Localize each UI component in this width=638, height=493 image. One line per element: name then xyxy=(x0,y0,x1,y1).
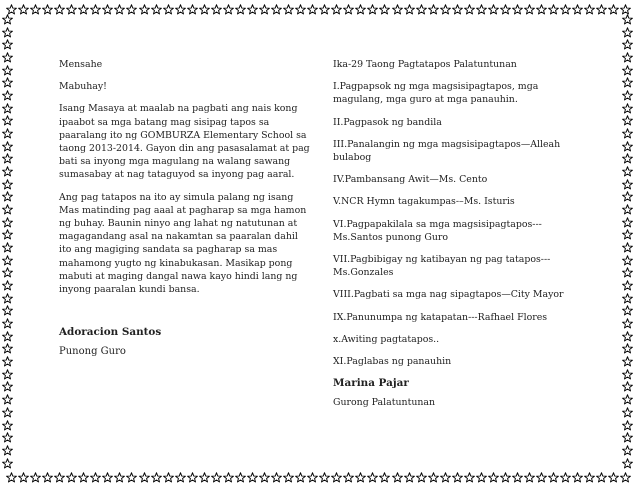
star-icon xyxy=(2,229,13,240)
program-item: I.Pagpapsok ng mga magsisipagtapos, mga magulang, mga guro at mga panauhin. xyxy=(333,81,539,106)
star-icon xyxy=(223,472,234,483)
star-icon xyxy=(2,141,13,152)
star-icon xyxy=(622,458,633,469)
star-icon xyxy=(2,27,13,38)
program-item: IX.Panunumpa ng katapatan---Rafhael Flores xyxy=(333,311,548,323)
star-icon xyxy=(247,472,258,483)
star-icon xyxy=(440,472,451,483)
star-icon xyxy=(560,4,571,15)
star-icon xyxy=(126,472,137,483)
star-icon xyxy=(622,331,633,342)
program-column xyxy=(333,58,583,410)
star-icon xyxy=(404,472,415,483)
program-item: II.Pagpasok ng bandila xyxy=(333,116,442,128)
border-left xyxy=(2,14,16,469)
star-icon xyxy=(2,14,13,25)
star-icon xyxy=(295,472,306,483)
star-icon xyxy=(367,472,378,483)
star-icon xyxy=(2,128,13,139)
star-icon xyxy=(488,4,499,15)
star-icon xyxy=(2,90,13,101)
star-icon xyxy=(235,472,246,483)
star-icon xyxy=(572,472,583,483)
star-icon xyxy=(78,472,89,483)
star-icon xyxy=(2,407,13,418)
program-coordinator-title: Gurong Palatuntunan xyxy=(333,397,436,409)
star-icon xyxy=(2,293,13,304)
star-icon xyxy=(2,242,13,253)
star-icon xyxy=(452,4,463,15)
star-icon xyxy=(2,420,13,431)
program-item: XI.Paglabas ng panauhin xyxy=(333,356,452,368)
star-icon xyxy=(596,4,607,15)
star-icon xyxy=(199,4,210,15)
star-icon xyxy=(548,472,559,483)
star-icon xyxy=(283,472,294,483)
star-icon xyxy=(175,472,186,483)
star-icon xyxy=(596,472,607,483)
star-icon xyxy=(608,4,619,15)
star-icon xyxy=(622,318,633,329)
star-icon xyxy=(2,103,13,114)
star-icon xyxy=(283,4,294,15)
star-icon xyxy=(343,4,354,15)
star-icon xyxy=(319,472,330,483)
star-icon xyxy=(2,39,13,50)
star-icon xyxy=(2,65,13,76)
star-icon xyxy=(2,343,13,354)
border-bottom xyxy=(0,472,638,486)
star-icon xyxy=(512,4,523,15)
star-icon xyxy=(622,153,633,164)
program-item: VIII.Pagbati sa mga nag sipagtapos—City Mayor xyxy=(333,289,564,301)
star-icon xyxy=(247,4,258,15)
star-icon xyxy=(163,472,174,483)
star-icon xyxy=(2,458,13,469)
star-icon xyxy=(622,432,633,443)
star-icon xyxy=(440,4,451,15)
star-icon xyxy=(78,4,89,15)
message-column xyxy=(59,58,312,359)
star-icon xyxy=(114,4,125,15)
star-icon xyxy=(622,115,633,126)
star-icon xyxy=(622,179,633,190)
star-icon xyxy=(163,4,174,15)
star-icon xyxy=(622,445,633,456)
star-icon xyxy=(536,4,547,15)
star-icon xyxy=(392,472,403,483)
star-icon xyxy=(464,4,475,15)
star-icon xyxy=(428,472,439,483)
star-icon xyxy=(102,4,113,15)
star-icon xyxy=(622,267,633,278)
star-icon xyxy=(2,394,13,405)
star-icon xyxy=(42,4,53,15)
star-icon xyxy=(126,4,137,15)
star-icon xyxy=(622,39,633,50)
star-icon xyxy=(54,4,65,15)
star-icon xyxy=(307,4,318,15)
star-icon xyxy=(2,267,13,278)
star-icon xyxy=(151,4,162,15)
principal-name: Adoracion Santos xyxy=(59,326,162,339)
star-icon xyxy=(416,4,427,15)
star-icon xyxy=(223,4,234,15)
star-icon xyxy=(367,4,378,15)
star-icon xyxy=(500,4,511,15)
star-icon xyxy=(622,305,633,316)
star-icon xyxy=(524,472,535,483)
program-item: III.Panalangin ng mga magsisipagtapos—Alleah bulabog xyxy=(333,138,561,164)
star-icon xyxy=(54,472,65,483)
star-icon xyxy=(2,305,13,316)
star-icon xyxy=(18,4,29,15)
star-icon xyxy=(622,65,633,76)
star-icon xyxy=(2,255,13,266)
star-icon xyxy=(2,179,13,190)
star-icon xyxy=(2,369,13,380)
border-right xyxy=(622,14,636,469)
star-icon xyxy=(622,166,633,177)
star-icon xyxy=(620,472,631,483)
star-icon xyxy=(476,472,487,483)
star-icon xyxy=(30,472,41,483)
star-icon xyxy=(271,4,282,15)
star-icon xyxy=(536,472,547,483)
star-icon xyxy=(622,369,633,380)
star-icon xyxy=(622,255,633,266)
program-item: x.Awiting pagtatapos.. xyxy=(333,333,440,345)
border-top xyxy=(0,4,638,18)
star-icon xyxy=(379,472,390,483)
star-icon xyxy=(622,381,633,392)
star-icon xyxy=(271,472,282,483)
star-icon xyxy=(187,472,198,483)
star-icon xyxy=(572,4,583,15)
program-item: VII.Pagbibigay ng katibayan ng pag tatapos---Ms.Gonzales xyxy=(333,254,551,279)
star-icon xyxy=(42,472,53,483)
star-icon xyxy=(2,318,13,329)
star-icon xyxy=(319,4,330,15)
star-icon xyxy=(2,381,13,392)
star-icon xyxy=(307,472,318,483)
star-icon xyxy=(622,77,633,88)
star-icon xyxy=(608,472,619,483)
star-icon xyxy=(622,27,633,38)
star-icon xyxy=(2,115,13,126)
principal-title: Punong Guro xyxy=(59,346,126,358)
star-icon xyxy=(66,472,77,483)
star-icon xyxy=(343,472,354,483)
star-icon xyxy=(295,4,306,15)
star-icon xyxy=(622,407,633,418)
star-icon xyxy=(2,153,13,164)
star-icon xyxy=(512,472,523,483)
star-icon xyxy=(584,4,595,15)
star-icon xyxy=(331,4,342,15)
star-icon xyxy=(2,52,13,63)
star-icon xyxy=(622,293,633,304)
star-icon xyxy=(622,204,633,215)
program-item: VI.Pagpapakilala sa mga magsisipagtapos---Ms.Santos punong Guro xyxy=(333,218,542,243)
star-icon xyxy=(622,394,633,405)
star-icon xyxy=(2,331,13,342)
message-greeting: Mabuhay! xyxy=(59,81,107,93)
star-icon xyxy=(18,472,29,483)
star-icon xyxy=(2,166,13,177)
star-icon xyxy=(584,472,595,483)
star-icon xyxy=(211,472,222,483)
star-icon xyxy=(404,4,415,15)
program-heading: Ika-29 Taong Pagtatapos Palatuntunan xyxy=(333,59,517,70)
star-icon xyxy=(187,4,198,15)
star-icon xyxy=(622,52,633,63)
program-item: IV.Pambansang Awit—Ms. Cento xyxy=(333,174,488,186)
star-icon xyxy=(548,4,559,15)
star-icon xyxy=(2,280,13,291)
star-icon xyxy=(235,4,246,15)
program-item: V.NCR Hymn tagakumpas-–Ms. Isturis xyxy=(333,196,515,208)
star-icon xyxy=(500,472,511,483)
star-icon xyxy=(622,141,633,152)
star-icon xyxy=(622,191,633,202)
star-icon xyxy=(355,4,366,15)
star-icon xyxy=(259,472,270,483)
star-icon xyxy=(622,420,633,431)
star-icon xyxy=(622,229,633,240)
star-icon xyxy=(622,103,633,114)
star-icon xyxy=(90,4,101,15)
star-icon xyxy=(139,4,150,15)
star-icon xyxy=(151,472,162,483)
star-icon xyxy=(139,472,150,483)
star-icon xyxy=(622,14,633,25)
star-icon xyxy=(2,204,13,215)
star-icon xyxy=(211,4,222,15)
star-icon xyxy=(2,356,13,367)
star-icon xyxy=(524,4,535,15)
star-icon xyxy=(622,242,633,253)
star-icon xyxy=(175,4,186,15)
star-icon xyxy=(2,432,13,443)
message-paragraph-1: Isang Masaya at maalab na pagbati ang nais kong ipaabot sa mga batang mag sisipag tapos sa paaralang ito ng GOMBURZA Elementary School sa taong 2013-2014. Gayon din ang pasasalamat at pag bati sa inyong mga magulang na walang sawang sumasabay at nag tataguyod sa inyong pag aaral. xyxy=(59,103,310,181)
star-icon xyxy=(622,280,633,291)
star-icon xyxy=(622,343,633,354)
star-icon xyxy=(30,4,41,15)
star-icon xyxy=(114,472,125,483)
star-icon xyxy=(66,4,77,15)
star-icon xyxy=(2,217,13,228)
star-icon xyxy=(464,472,475,483)
star-icon xyxy=(416,472,427,483)
star-icon xyxy=(259,4,270,15)
star-icon xyxy=(331,472,342,483)
star-icon xyxy=(355,472,366,483)
star-icon xyxy=(2,445,13,456)
star-icon xyxy=(90,472,101,483)
star-icon xyxy=(199,472,210,483)
message-heading: Mensahe xyxy=(59,59,103,70)
star-icon xyxy=(6,472,17,483)
star-icon xyxy=(622,90,633,101)
star-icon xyxy=(452,472,463,483)
star-icon xyxy=(102,472,113,483)
program-coordinator-name: Marina Pajar xyxy=(333,377,409,390)
star-icon xyxy=(392,4,403,15)
star-icon xyxy=(560,472,571,483)
star-icon xyxy=(622,356,633,367)
star-icon xyxy=(488,472,499,483)
star-icon xyxy=(622,217,633,228)
star-icon xyxy=(428,4,439,15)
star-icon xyxy=(2,77,13,88)
star-icon xyxy=(476,4,487,15)
star-icon xyxy=(622,128,633,139)
star-icon xyxy=(379,4,390,15)
star-icon xyxy=(2,191,13,202)
message-paragraph-2: Ang pag tatapos na ito ay simula palang ng isang Mas matinding pag aaal at pagharap sa mga hamon ng buhay. Baunin ninyo ang lahat ng natutunan at magagandang asal na nakamtan sa paaralan dahil ito ang magiging sandata sa pagharap sa mas mahamong yugto ng kinabukasan. Masikap pong mabuti at maging dangal nawa kayo hindi lang ng inyong paaralan kundi bansa. xyxy=(59,191,307,296)
